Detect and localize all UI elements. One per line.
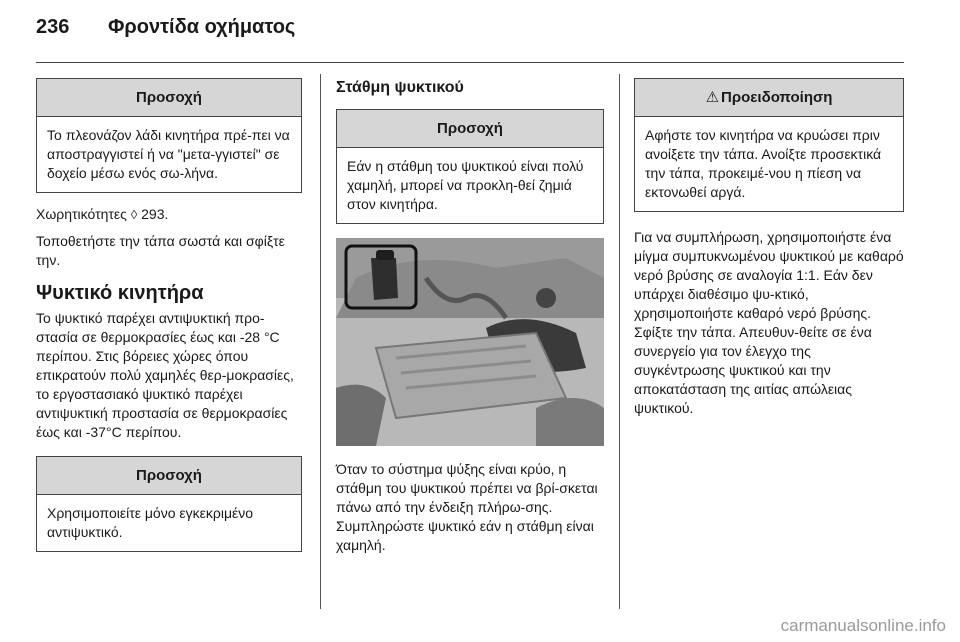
caution-box-text: Χρησιμοποιείτε μόνο εγκεκριμένο αντιψυκτικό. bbox=[47, 505, 254, 540]
warning-box bbox=[634, 78, 904, 212]
section-title-coolant: Ψυκτικό κινητήρα bbox=[36, 282, 204, 304]
caution-box-title: Προσοχή bbox=[37, 457, 301, 495]
caution-box-title: Προσοχή bbox=[337, 110, 603, 148]
warning-box-text: Αφήστε τον κινητήρα να κρυώσει πριν ανοίξετε την τάπα. Ανοίξτε προσεκτικά την τάπα, προκειμέ-νου η πίεση να εκτονωθεί αργά. bbox=[645, 127, 882, 200]
coolant-paragraph: Το ψυκτικό παρέχει αντιψυκτική προ-στασία σε θερμοκρασίες έως και -28 °C περίπου. Στις βόρειες χώρες όπου επικρατούν πολύ χαμηλές θερ-μοκρασίες, το εργοστασιακό ψυκτικό παρέχει αντιψυκτική προστασία σε θερμοκρασίες έως και -37°C περίπου. bbox=[36, 310, 294, 440]
caution-box-antifreeze bbox=[36, 456, 302, 552]
caution-box-oil bbox=[36, 78, 302, 193]
header-rule bbox=[36, 62, 904, 63]
coolant-level-paragraph: Όταν το σύστημα ψύξης είναι κρύο, η στάθμη του ψυκτικού πρέπει να βρί-σκεται πάνω από την ένδειξη πλήρω-σης. Συμπληρώστε ψυκτικό εάν η στάθμη είναι χαμηλή. bbox=[336, 461, 598, 553]
page-header bbox=[36, 16, 295, 46]
column-1 bbox=[36, 78, 302, 564]
warning-box-title bbox=[635, 79, 903, 117]
subsection-title-coolant-level: Στάθμη ψυκτικού bbox=[336, 79, 464, 96]
engine-bay-photo bbox=[336, 238, 604, 446]
column-3 bbox=[634, 78, 904, 426]
capacities-page-link[interactable]: 293. bbox=[141, 206, 169, 222]
caution-box-level bbox=[336, 109, 604, 224]
watermark: carmanualsonline.info bbox=[780, 616, 946, 635]
warning-box-title-text: Προειδοποίηση bbox=[721, 89, 833, 106]
warning-triangle-icon: ⚠ bbox=[705, 89, 720, 106]
caution-box-text: Εάν η στάθμη του ψυκτικού είναι πολύ χαμηλή, μπορεί να προκλη-θεί ζημιά στον κινητήρα. bbox=[347, 158, 584, 212]
cap-instruction: Τοποθετήστε την τάπα σωστά και σφίξτε την. bbox=[36, 233, 285, 268]
top-up-paragraph: Για να συμπλήρωση, χρησιμοποιήστε ένα μίγμα συμπυκνωμένου ψυκτικού με καθαρό νερό βρύσης σε αναλογία 1:1. Εάν δεν υπάρχει διαθέσιμο ψυ-κτικό, χρησιμοποιήστε καθαρό νερό βρύσης. Σφίξτε την τάπα. Απευθυν-θείτε σε ένα συνεργείο για τον έλεγχο της συγκέντρωσης ψυκτικού και την αποκατάσταση της αιτίας απώλειας ψυκτικού. bbox=[634, 229, 904, 416]
capacities-label: Χωρητικότητες bbox=[36, 206, 127, 222]
column-divider-2 bbox=[619, 74, 620, 609]
column-divider-1 bbox=[320, 74, 321, 609]
reference-arrow-icon: ◊ bbox=[130, 207, 138, 222]
caution-box-title: Προσοχή bbox=[37, 79, 301, 117]
page-number: 236 bbox=[36, 16, 70, 38]
page-title: Φροντίδα οχήματος bbox=[108, 16, 296, 38]
capacities-reference bbox=[36, 205, 302, 224]
column-2 bbox=[336, 78, 604, 563]
caution-box-text: Το πλεονάζον λάδι κινητήρα πρέ-πει να αποστραγγιστεί ή να "μετα-γγιστεί" σε δοχείο μέσω ενός σω-λήνα. bbox=[47, 127, 290, 181]
